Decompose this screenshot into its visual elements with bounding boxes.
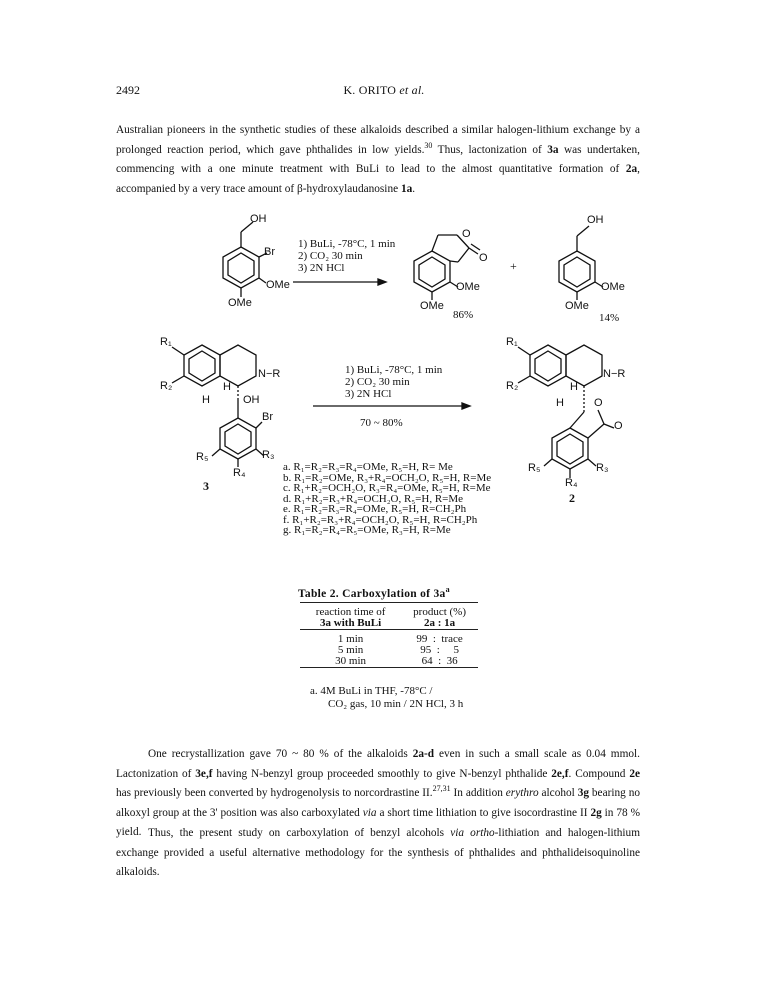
reagent-step: 3) 2N HCl xyxy=(345,388,392,400)
table-header-cell: reaction time of xyxy=(315,606,386,618)
hydroxyl-label: OH xyxy=(250,213,267,225)
reaction-conditions xyxy=(345,364,442,400)
r5-label: R₅ xyxy=(528,462,541,474)
intro-text: , accompanied by a very trace amount of β-hydroxylaudanosine xyxy=(116,163,640,195)
yield-label: 86% xyxy=(453,309,474,321)
compound-ref: 3a xyxy=(547,143,559,156)
intro-text: Australian pioneers in the synthetic studies of these alkaloids described a similar halogen-lithium exchange by a prolonged reaction period, which gave phthalides in low yields. xyxy=(116,124,640,156)
intro-text: was undertaken, commencing with a one minute treatment with BuLi to lead to the almost quantitative formation of xyxy=(116,143,641,176)
carboxylation-table xyxy=(300,602,478,671)
carbonyl-oxygen-label: O xyxy=(479,252,488,264)
hydroxyl-label: OH xyxy=(243,394,260,406)
body-text: a short time lithiation to give isocordrastine II xyxy=(376,806,591,819)
footnote-line: a. 4M BuLi in THF, -78°C / xyxy=(310,685,433,697)
compound-number: 3 xyxy=(203,479,209,493)
table-header-row xyxy=(300,618,478,630)
methoxy-label: OMe xyxy=(420,300,444,312)
variant-entry: b. R₁=R₂=OMe, R₃+R₄=OCH₂O, R₅=H, R=Me xyxy=(283,471,492,484)
hydrogen-label: H xyxy=(202,394,210,406)
table-rule xyxy=(300,668,478,672)
table-cell-ratio: 95 : 5 xyxy=(420,644,459,656)
variant-entry: e. R₁=R₂=R₃=R₄=OMe, R₅=H, R=CH₂Ph xyxy=(283,503,467,515)
plus-sign: + xyxy=(510,259,517,273)
methoxy-label: OMe xyxy=(565,300,589,312)
ring-oxygen-label: O xyxy=(594,397,603,409)
table-header-cell: 3a with BuLi xyxy=(320,617,382,629)
conclusion-paragraph xyxy=(116,824,640,883)
r3-label: R₃ xyxy=(262,449,275,461)
intro-text: . xyxy=(412,182,416,195)
compound-ref: 2a xyxy=(625,163,638,176)
amine-label: N−R xyxy=(603,368,626,380)
reagent-step: 2) CO₂ 30 min xyxy=(345,376,410,388)
table-caption xyxy=(298,585,450,600)
table-header-cell: 2a : 1a xyxy=(424,617,456,629)
yield-label: 14% xyxy=(599,312,620,324)
r5-label: R₅ xyxy=(196,451,209,463)
table-cell-time: 1 min xyxy=(337,633,364,645)
bromo-label: Br xyxy=(262,411,273,423)
reagent-step: 1) BuLi, -78°C, 1 min xyxy=(298,238,396,250)
r3-label: R₃ xyxy=(596,462,609,474)
table-footnote xyxy=(310,685,463,711)
compound-ref: 2e,f xyxy=(551,767,569,780)
yield-range: 70 ~ 80% xyxy=(360,417,403,429)
variant-entry: a. R₁=R₂=R₃=R₄=OMe, R₅=H, R= Me xyxy=(283,461,453,473)
substituent-variant-list xyxy=(283,462,491,536)
reagent-step: 2) CO₂ 30 min xyxy=(298,250,363,262)
variant-entry: c. R₁+R₂=OCH₂O, R₃=R₄=OMe, R₅=H, R=Me xyxy=(283,482,491,494)
compound-ref: 2a-d xyxy=(412,748,435,760)
hydroxyl-label: OH xyxy=(587,214,604,226)
variant-entry: g. R₁=R₂=R₄=R₅=OMe, R₃=H, R=Me xyxy=(283,524,451,536)
compound-2-structure xyxy=(518,345,614,478)
byproduct-alcohol-structure xyxy=(559,226,603,300)
hydrogen-label: H xyxy=(556,397,564,409)
methoxy-label: OMe xyxy=(266,279,290,291)
r1-label: R₁ xyxy=(160,336,172,348)
ring-oxygen-label: O xyxy=(462,228,471,240)
body-text: in 78 % yield. xyxy=(116,806,640,839)
body-text: -lithiation and halogen-lithium exchange provided a useful alternative methodology for the synthesis of phthalides and phthalideisoquinoline alkaloids. xyxy=(116,827,640,879)
table-cell-ratio: 99 : trace xyxy=(416,633,463,645)
starting-benzyl-alcohol-structure xyxy=(223,222,267,297)
r2-label: R₂ xyxy=(160,380,173,392)
running-head-etal: et al. xyxy=(399,83,425,97)
citation: 27,31 xyxy=(432,784,451,794)
citation: 30 xyxy=(424,140,433,150)
compound-3-structure xyxy=(172,345,264,467)
r2-label: R₂ xyxy=(506,380,519,392)
body-text: alcohol xyxy=(538,787,578,800)
carbonyl-oxygen-label: O xyxy=(614,420,623,432)
reagent-step: 1) BuLi, -78°C, 1 min xyxy=(345,364,443,376)
table-cell-ratio: 64 : 36 xyxy=(421,655,458,667)
compound-ref: 3e,f xyxy=(195,767,213,780)
table-row xyxy=(300,656,478,668)
reagent-step: 3) 2N HCl xyxy=(298,262,345,274)
methoxy-label: OMe xyxy=(456,281,480,293)
variant-entry: d. R₁+R₂=R₃+R₄=OCH₂O, R₅=H, R=Me xyxy=(283,492,464,505)
body-text: having N-benzyl group proceeded smoothly to give N-benzyl phthalide xyxy=(212,767,552,780)
body-text: One recrystallization gave 70 ~ 80 % of the alkaloids xyxy=(148,748,413,760)
r4-label: R₄ xyxy=(233,467,246,479)
body-text: Thus, the present study on carboxylation of benzyl alcohols xyxy=(148,827,451,839)
table-cell-time: 30 min xyxy=(335,655,367,667)
hydrogen-label: H xyxy=(223,381,231,393)
footnote-mark: a xyxy=(445,585,450,594)
body-text: . Compound xyxy=(568,767,630,780)
methoxy-label: OMe xyxy=(228,297,252,309)
table-cell-time: 5 min xyxy=(337,644,364,656)
amine-label: N−R xyxy=(258,368,281,380)
body-text: In addition xyxy=(450,787,506,800)
compound-number: 2 xyxy=(569,491,575,505)
page-number: 2492 xyxy=(116,83,140,97)
compound-ref: 2g xyxy=(590,806,602,819)
italic-term: erythro xyxy=(505,787,539,800)
table-caption-text: Table 2. Carboxylation of 3a xyxy=(298,587,446,600)
intro-text: Thus, lactonization of xyxy=(432,143,548,156)
italic-term: via ortho xyxy=(450,827,495,839)
compound-ref: 3g xyxy=(577,787,589,800)
r4-label: R₄ xyxy=(565,477,578,489)
body-text: has previously been converted by hydrogenolysis to norcordrastine II. xyxy=(116,787,433,800)
footnote-line: CO₂ gas, 10 min / 2N HCl, 3 h xyxy=(328,698,464,710)
compound-ref: 2e xyxy=(629,767,640,780)
hydrogen-label: H xyxy=(570,381,578,393)
bromo-label: Br xyxy=(264,246,275,258)
methoxy-label: OMe xyxy=(601,281,625,293)
body-text: even in such a small scale as 0.04 mmol. Lactonization of xyxy=(116,748,640,780)
r1-label: R₁ xyxy=(506,336,518,348)
variant-entry: f. R₁+R₂=R₃+R₄=OCH₂O, R₅=H, R=CH₂Ph xyxy=(283,513,478,526)
italic-term: via xyxy=(362,806,377,819)
running-head-author: K. ORITO xyxy=(343,83,397,97)
compound-ref: 1a xyxy=(400,182,413,195)
reaction-conditions xyxy=(298,238,395,274)
table-header-cell: product (%) xyxy=(413,606,467,618)
body-text: bearing no alkoxyl group at the 3' position was also carboxylated xyxy=(116,787,640,819)
